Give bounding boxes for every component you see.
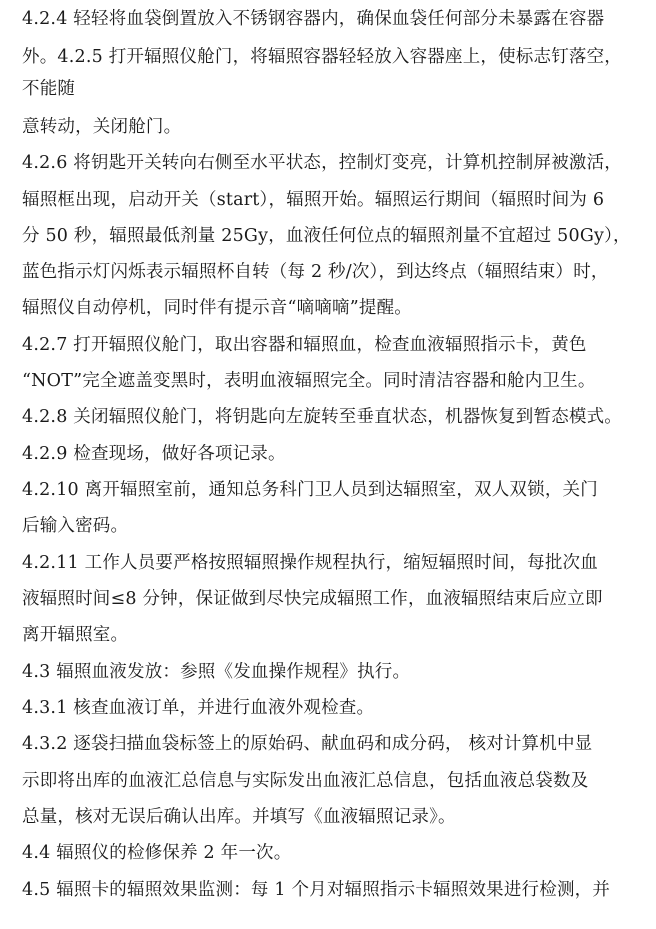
text-line: 示即将出库的血液汇总信息与实际发出血液汇总信息，包括血液总袋数及 (22, 771, 589, 791)
text-line: 4.3.2 逐袋扫描血袋标签上的原始码、献血码和成分码， 核对计算机中显 (22, 734, 593, 754)
text-line: 4.3.1 核查血液订单，并进行血液外观检查。 (22, 698, 375, 718)
text-line: 4.3 辐照血液发放：参照《发血操作规程》执行。 (22, 662, 411, 682)
text-line: 总量，核对无误后确认出库。并填写《血液辐照记录》。 (22, 807, 456, 827)
text-line: 4.2.6 将钥匙开关转向右侧至水平状态，控制灯变亮，计算机控制屏被激活， (22, 153, 622, 173)
text-line: 不能随 (22, 79, 76, 99)
text-line: 4.2.7 打开辐照仪舱门，取出容器和辐照血，检查血液辐照指示卡，黄色 (22, 335, 587, 355)
text-line: 4.4 辐照仪的检修保养 2 年一次。 (22, 843, 292, 863)
text-line: “NOT”完全遮盖变黑时，表明血液辐照完全。同时清洁容器和舱内卫生。 (22, 371, 596, 391)
text-line: 4.5 辐照卡的辐照效果监测：每 1 个月对辐照指示卡辐照效果进行检测，并 (22, 880, 611, 900)
text-line: 4.2.11 工作人员要严格按照辐照操作规程执行，缩短辐照时间，每批次血 (22, 553, 598, 573)
text-line: 4.2.10 离开辐照室前，通知总务科门卫人员到达辐照室，双人双锁，关门 (22, 480, 598, 500)
text-line: 后输入密码。 (22, 516, 129, 536)
text-line: 蓝色指示灯闪烁表示辐照杯自转（每 2 秒/次），到达终点（辐照结束）时， (22, 262, 609, 282)
text-line: 4.2.9 检查现场，做好各项记录。 (22, 444, 286, 464)
text-line: 辐照框出现，启动开关（start），辐照开始。辐照运行期间（辐照时间为 6 (22, 190, 605, 210)
text-line: 液辐照时间≤8 分钟，保证做到尽快完成辐照工作，血液辐照结束后应立即 (22, 589, 603, 609)
text-line: 离开辐照室。 (22, 625, 129, 645)
text-line: 4.2.8 关闭辐照仪舱门，将钥匙向左旋转至垂直状态，机器恢复到暂态模式。 (22, 407, 622, 427)
text-line: 外。4.2.5 打开辐照仪舱门，将辐照容器轻轻放入容器座上，使标志钉落空， (22, 47, 622, 67)
text-line: 4.2.4 轻轻将血袋倒置放入不锈钢容器内，确保血袋任何部分未暴露在容器 (22, 9, 605, 29)
text-line: 意转动，关闭舱门。 (22, 117, 182, 137)
text-line: 分 50 秒，辐照最低剂量 25Gy，血液任何位点的辐照剂量不宜超过 50Gy）， (22, 226, 631, 246)
text-line: 辐照仪自动停机，同时伴有提示音“嘀嘀嘀”提醒。 (22, 298, 412, 318)
